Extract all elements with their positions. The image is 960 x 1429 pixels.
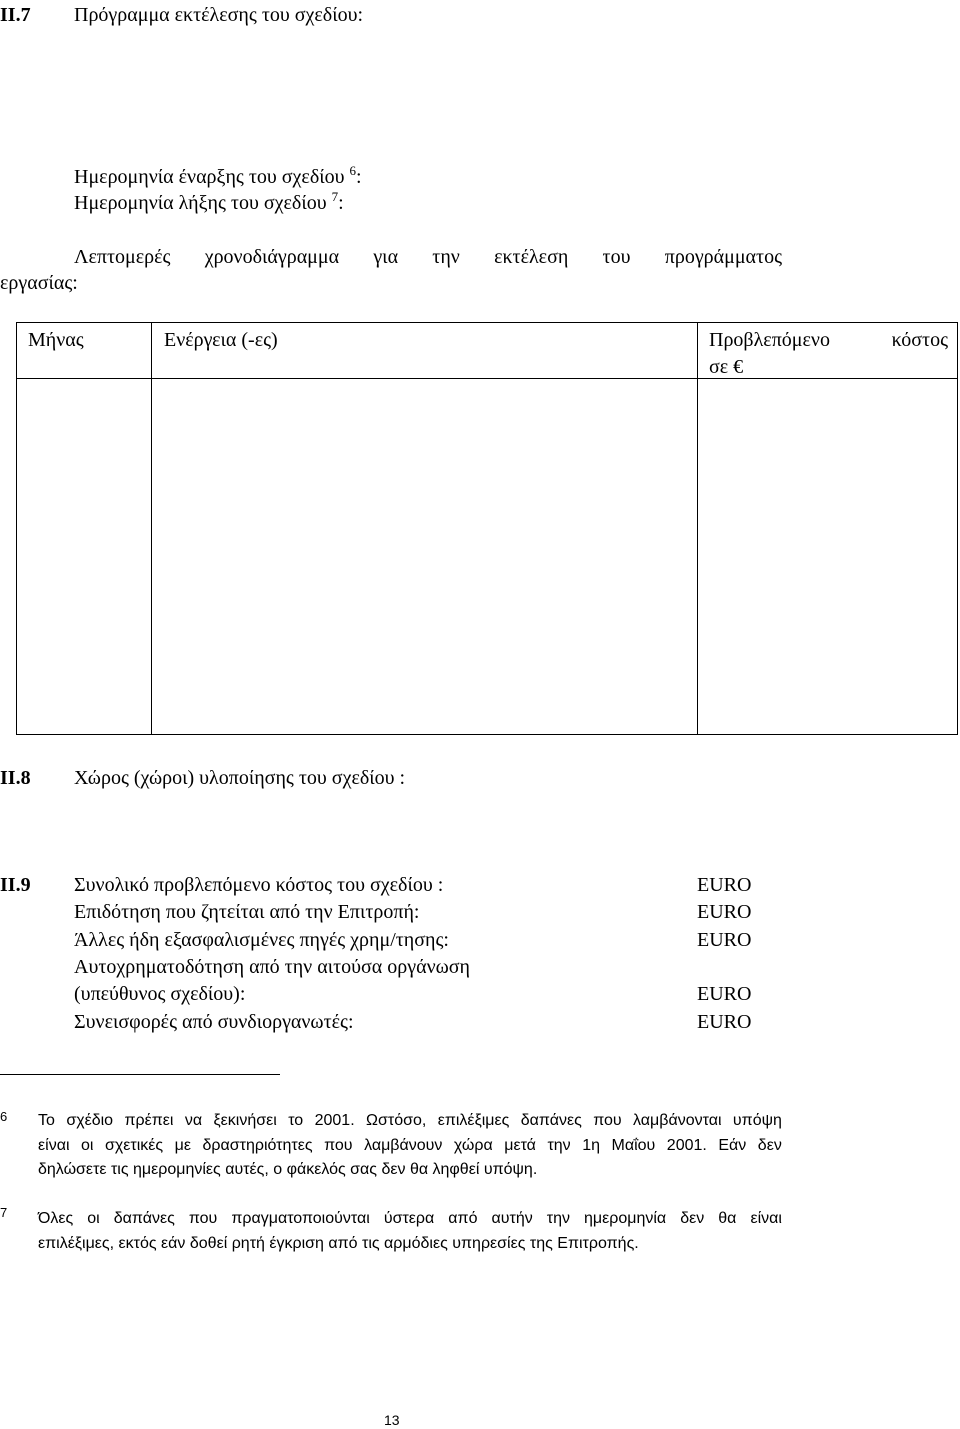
cost-row-currency: EURO <box>697 1011 752 1033</box>
footnote-7-mark: 7 <box>0 1205 8 1220</box>
word: την <box>547 1137 571 1154</box>
cost-row-label: Συνεισφορές από συνδιοργανωτές: <box>74 1011 354 1033</box>
column-header-cost-word2: κόστος <box>891 329 948 351</box>
section-ii7-number: II.7 <box>0 4 31 26</box>
word: που <box>188 1210 218 1227</box>
page-number: 13 <box>384 1412 400 1428</box>
word: εκτέλεση <box>494 246 569 268</box>
word: είναι <box>750 1210 782 1227</box>
table-top-border <box>16 322 958 323</box>
word: δεν <box>680 1210 705 1227</box>
section-ii7-title: Πρόγραμμα εκτέλεσης του σχεδίου: <box>74 4 364 26</box>
end-date-label: Ημερομηνία λήξης του σχεδίου <box>74 192 327 214</box>
schedule-paragraph-line2: εργασίας: <box>0 272 78 294</box>
word: ημερομηνία <box>584 1210 667 1227</box>
word: θα <box>718 1210 737 1227</box>
cost-row-currency: EURO <box>697 983 752 1005</box>
word: μετά <box>504 1137 536 1154</box>
footnote-6-line1 <box>38 1112 782 1130</box>
section-ii8-title: Χώρος (χώροι) υλοποίησης του σχεδίου : <box>74 767 406 789</box>
end-date-line <box>74 189 344 215</box>
cost-row-currency: EURO <box>697 929 752 951</box>
cost-row-currency: EURO <box>697 901 752 923</box>
word: Ωστόσο, <box>366 1112 427 1129</box>
word: είναι <box>38 1137 70 1154</box>
footnote-6-line3: δηλώσετε τις ημερομηνίες αυτές, ο φάκελός σας δεν θα ληφθεί υπόψη. <box>38 1161 538 1178</box>
cost-row-label: Άλλες ήδη εξασφαλισμένες πηγές χρημ/τησης: <box>74 929 449 951</box>
word: 2001. <box>314 1112 355 1129</box>
word: την <box>432 246 460 268</box>
word: Όλες <box>38 1210 74 1227</box>
word: την <box>546 1210 570 1227</box>
word: που <box>324 1137 353 1154</box>
word: Μαΐου <box>611 1137 656 1154</box>
table-right-border <box>957 322 958 735</box>
word: πραγματοποιούνται <box>231 1210 370 1227</box>
word: επιλέξιμες <box>437 1112 510 1129</box>
word: σχέδιο <box>66 1112 114 1129</box>
footnote-ref-7: 7 <box>331 189 339 204</box>
word: δαπάνες <box>520 1112 582 1129</box>
word: χώρα <box>453 1137 493 1154</box>
column-header-cost <box>709 329 948 352</box>
word: με <box>174 1137 191 1154</box>
word: σχετικές <box>104 1137 164 1154</box>
column-header-month: Μήνας <box>28 329 84 351</box>
word: λαμβάνονται <box>633 1112 722 1129</box>
word: δαπάνες <box>113 1210 175 1227</box>
start-date-line <box>74 163 362 189</box>
start-date-colon: : <box>356 166 362 188</box>
word: από <box>448 1210 478 1227</box>
word: να <box>184 1112 203 1129</box>
column-header-cost-line2: σε € <box>709 356 744 378</box>
word: Το <box>38 1112 55 1129</box>
footnote-separator <box>0 1074 280 1075</box>
table-left-border <box>16 322 17 735</box>
word: δεν <box>757 1137 782 1154</box>
cost-row-label: (υπεύθυνος σχεδίου): <box>74 983 246 1005</box>
footnote-7-line1 <box>38 1210 782 1228</box>
word: χρονοδιάγραμμα <box>204 246 340 268</box>
cost-row-label: Επιδότηση που ζητείται από την Επιτροπή: <box>74 901 420 923</box>
footnote-6-line2 <box>38 1137 782 1155</box>
table-col-divider-2 <box>697 322 698 735</box>
footnote-7-line2: επιλέξιμες, εκτός εάν δοθεί ρητή έγκριση από τις αρμόδιες υπηρεσίες της Επιτροπής. <box>38 1235 639 1252</box>
cost-row-label: Αυτοχρηματοδότηση από την αιτούσα οργάνωση <box>74 956 471 978</box>
word: ξεκινήσει <box>213 1112 277 1129</box>
footnote-6-mark: 6 <box>0 1109 8 1124</box>
section-ii8-number: II.8 <box>0 767 31 789</box>
section-ii9-number: II.9 <box>0 874 31 896</box>
word: 1η <box>582 1137 600 1154</box>
cost-row-currency: EURO <box>697 874 752 896</box>
word: αυτήν <box>491 1210 533 1227</box>
table-header-border <box>16 378 958 379</box>
word: του <box>602 246 631 268</box>
word: πρέπει <box>124 1112 174 1129</box>
word: δραστηριότητες <box>202 1137 313 1154</box>
word: Λεπτομερές <box>74 246 171 268</box>
table-col-divider-1 <box>151 322 152 735</box>
word: 2001. <box>666 1137 707 1154</box>
word: που <box>593 1112 622 1129</box>
word: προγράμματος <box>664 246 782 268</box>
footnote-ref-6: 6 <box>349 163 357 178</box>
table-bottom-border <box>16 734 958 735</box>
column-header-cost-word1: Προβλεπόμενο <box>709 329 830 351</box>
word: για <box>373 246 399 268</box>
word: Εάν <box>718 1137 747 1154</box>
schedule-paragraph-line1 <box>74 246 782 269</box>
word: το <box>288 1112 304 1129</box>
word: οι <box>87 1210 100 1227</box>
column-header-activity: Ενέργεια (-ες) <box>164 329 278 351</box>
end-date-colon: : <box>338 192 344 214</box>
word: οι <box>81 1137 94 1154</box>
word: ύστερα <box>383 1210 435 1227</box>
cost-row-label: Συνολικό προβλεπόμενο κόστος του σχεδίου : <box>74 874 444 896</box>
word: λαμβάνουν <box>364 1137 443 1154</box>
start-date-label: Ημερομηνία έναρξης του σχεδίου <box>74 166 345 188</box>
word: υπόψη <box>732 1112 782 1129</box>
